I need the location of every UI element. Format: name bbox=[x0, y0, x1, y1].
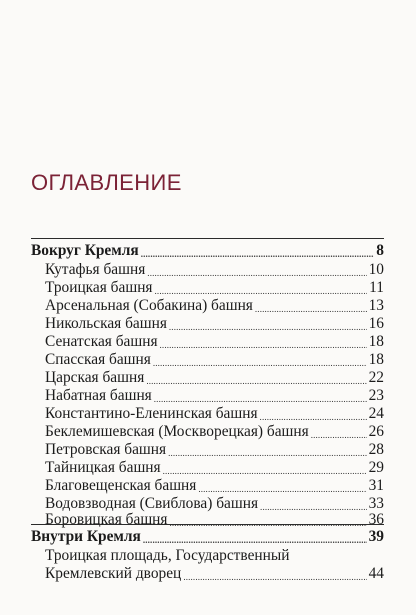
toc-item-page: 24 bbox=[368, 405, 384, 422]
section-divider bbox=[31, 524, 384, 525]
toc-item[interactable] bbox=[45, 333, 384, 351]
dot-leader bbox=[198, 477, 366, 495]
dot-leader bbox=[143, 528, 367, 546]
toc-item-label: Беклемишевская (Москворецкая) башня bbox=[45, 423, 309, 440]
dot-leader bbox=[154, 387, 367, 405]
toc-item[interactable] bbox=[45, 369, 384, 387]
toc-item-page: 31 bbox=[368, 477, 384, 494]
toc-item[interactable] bbox=[45, 351, 384, 369]
dot-leader bbox=[311, 423, 367, 441]
toc-item-label: Набатная башня bbox=[45, 387, 152, 404]
section-page-number: 39 bbox=[368, 528, 384, 545]
dot-leader bbox=[160, 333, 367, 351]
toc-item-label: Тайницкая башня bbox=[45, 459, 161, 476]
toc-item-label: Сенатская башня bbox=[45, 333, 158, 350]
toc-item-label: Кутафья башня bbox=[45, 261, 146, 278]
toc-item[interactable] bbox=[45, 441, 384, 459]
toc-item-label: Спасская башня bbox=[45, 351, 151, 368]
toc-item-label: Боровицкая башня bbox=[45, 511, 168, 528]
dot-leader bbox=[170, 511, 367, 529]
toc-item-page: 18 bbox=[368, 351, 384, 368]
toc-item-page: 28 bbox=[368, 441, 384, 458]
dot-leader bbox=[155, 279, 368, 297]
section-title: Вокруг Кремля bbox=[31, 242, 139, 259]
toc-item-page: 18 bbox=[368, 333, 384, 350]
dot-leader bbox=[163, 459, 367, 477]
dot-leader bbox=[183, 565, 366, 583]
toc-heading: ОГЛАВЛЕНИЕ bbox=[31, 170, 182, 195]
toc-item-page: 23 bbox=[368, 387, 384, 404]
toc-item-page: 16 bbox=[368, 315, 384, 332]
dot-leader bbox=[146, 369, 366, 387]
section-title: Внутри Кремля bbox=[31, 528, 141, 545]
toc-item-label: Петровская башня bbox=[45, 441, 167, 458]
toc-item-label: Водовзводная (Свиблова) башня bbox=[45, 495, 259, 512]
toc-item-page: 11 bbox=[369, 279, 384, 296]
section-divider bbox=[31, 238, 384, 239]
dot-leader bbox=[153, 351, 367, 369]
dot-leader bbox=[141, 242, 375, 260]
dot-leader bbox=[147, 261, 366, 279]
toc-item-label-line1: Троицкая площадь, Государственный bbox=[45, 547, 290, 564]
toc-item[interactable] bbox=[45, 423, 384, 441]
section-page-number: 8 bbox=[376, 242, 384, 259]
toc-item-label: Благовещенская башня bbox=[45, 477, 197, 494]
toc-section-vokrug-kremlya[interactable] bbox=[31, 242, 384, 260]
toc-item[interactable] bbox=[45, 261, 384, 279]
toc-item-page: 44 bbox=[368, 565, 384, 582]
dot-leader bbox=[168, 441, 367, 459]
toc-item[interactable] bbox=[45, 297, 384, 315]
toc-item-page: 10 bbox=[368, 261, 384, 278]
toc-item[interactable] bbox=[45, 315, 384, 333]
toc-item-page: 13 bbox=[368, 297, 384, 314]
toc-item[interactable] bbox=[45, 279, 384, 297]
toc-item[interactable] bbox=[45, 565, 384, 583]
toc-item-page: 36 bbox=[368, 511, 384, 528]
toc-item[interactable] bbox=[45, 511, 384, 529]
toc-item[interactable] bbox=[45, 459, 384, 477]
toc-item-page: 26 bbox=[368, 423, 384, 440]
toc-item-page: 22 bbox=[368, 369, 384, 386]
toc-item-page: 29 bbox=[368, 459, 384, 476]
toc-item-label: Царская башня bbox=[45, 369, 145, 386]
toc-item-label: Кремлевский дворец bbox=[45, 565, 182, 582]
toc-item-label: Арсенальная (Собакина) башня bbox=[45, 297, 253, 314]
toc-item-page: 33 bbox=[368, 495, 384, 512]
dot-leader bbox=[260, 405, 367, 423]
toc-item[interactable] bbox=[45, 405, 384, 423]
toc-item-label: Никольская башня bbox=[45, 315, 167, 332]
toc-section-vnutri-kremlya[interactable] bbox=[31, 528, 384, 546]
dot-leader bbox=[255, 297, 367, 315]
toc-item-label: Константино-Еленинская башня bbox=[45, 405, 258, 422]
toc-item[interactable] bbox=[45, 387, 384, 405]
toc-item-label: Троицкая башня bbox=[45, 279, 153, 296]
dot-leader bbox=[169, 315, 367, 333]
toc-item[interactable] bbox=[45, 477, 384, 495]
